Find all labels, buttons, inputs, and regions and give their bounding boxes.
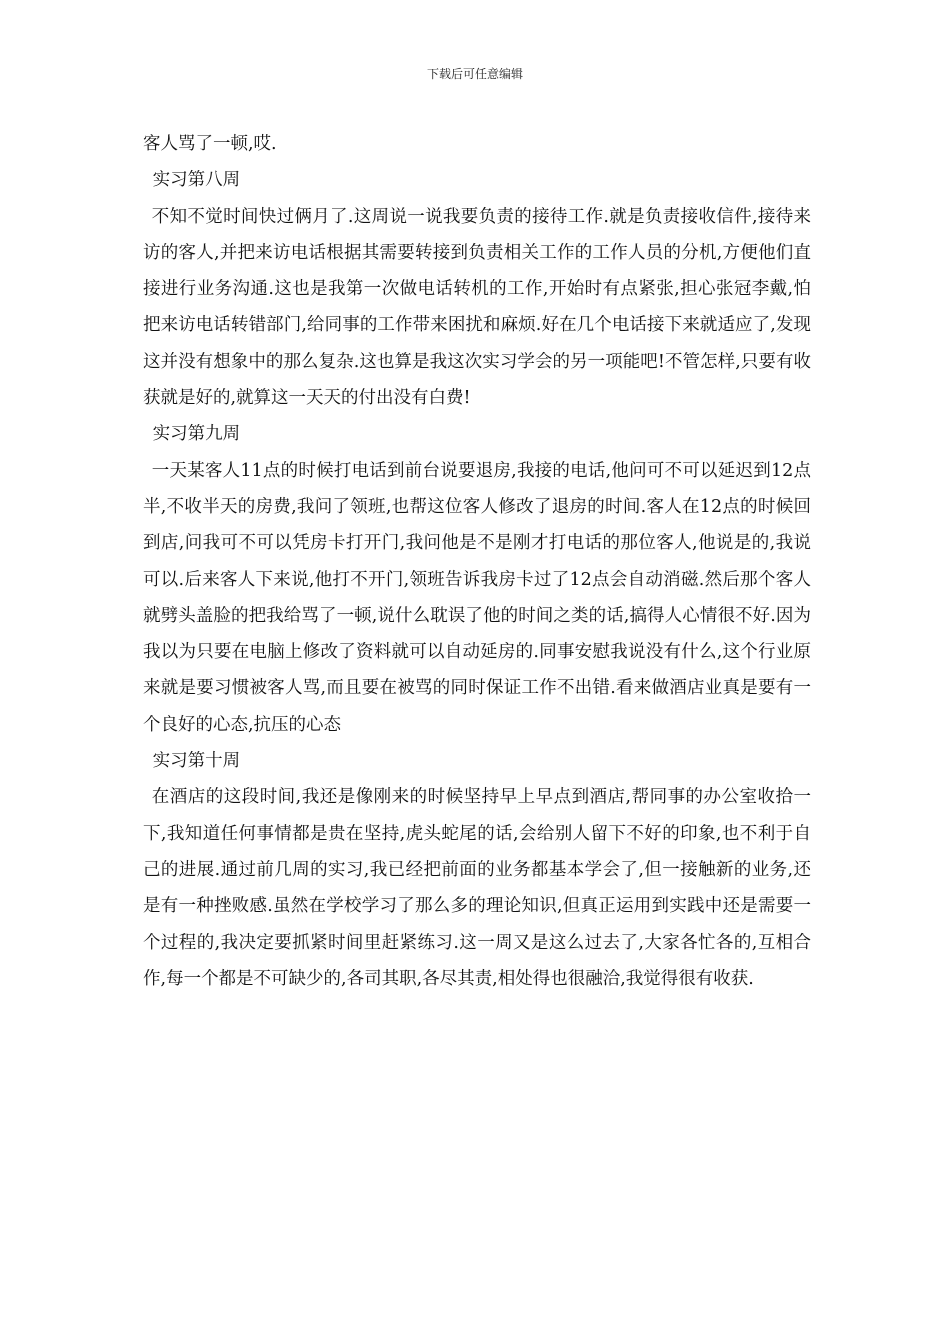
section-heading-week-9: 实习第九周 <box>152 424 241 445</box>
section-heading-week-10: 实习第十周 <box>152 751 241 772</box>
opening-line: 客人骂了一顿,哎. <box>143 134 277 154</box>
document-body <box>143 126 811 997</box>
section-heading-week-8: 实习第八周 <box>152 170 241 191</box>
section-body-week-10: 在酒店的这段时间,我还是像刚来的时候坚持早上早点到酒店,帮同事的办公室收拾一下,我知道任何事情都是贵在坚持,虎头蛇尾的话,会给别人留下不好的印象,也不利于自己的进展.通过前几周的实习,我已经把前面的业务都基本学会了,但一接触新的业务,还是有一种挫败感.虽然在学校学习了那么多的理论知识,但真正运用到实践中还是需要一个过程的,我决定要抓紧时间里赶紧练习.这一周又是这么过去了,大家各忙各的,互相合作,每一个都是不可缺少的,各司其职,各尽其责,相处得也很融洽,我觉得很有收获. <box>143 787 811 989</box>
section-body-week-8: 不知不觉时间快过俩月了.这周说一说我要负责的接待工作.就是负责接收信件,接待来访的客人,并把来访电话根据其需要转接到负责相关工作的工作人员的分机,方便他们直接进行业务沟通.这也是我第一次做电话转机的工作,开始时有点紧张,担心张冠李戴,怕把来访电话转错部门,给同事的工作带来困扰和麻烦.好在几个电话接下来就适应了,发现这并没有想象中的那么复杂.这也算是我这次实习学会的另一项能吧!不管怎样,只要有收获就是好的,就算这一天天的付出没有白费! <box>143 206 811 409</box>
section-body-week-9: 一天某客人11点的时候打电话到前台说要退房,我接的电话,他问可不可以延迟到12点半,不收半天的房费,我问了领班,也帮这位客人修改了退房的时间.客人在12点的时候回到店,问我可不可以凭房卡打开门,我问他是不是刚才打电话的那位客人,他说是的,我说可以.后来客人下来说,他打不开门,领班告诉我房卡过了12点会自动消磁.然后那个客人就劈头盖脸的把我给骂了一顿,说什么耽误了他的时间之类的话,搞得人心情很不好.因为我以为只要在电脑上修改了资料就可以自动延房的.同事安慰我说没有什么,这个行业原来就是要习惯被客人骂,而且要在被骂的同时保证工作不出错.看来做酒店业真是要有一个良好的心态,抗压的心态 <box>143 460 811 735</box>
page-header: 下载后可任意编辑 <box>426 67 523 81</box>
